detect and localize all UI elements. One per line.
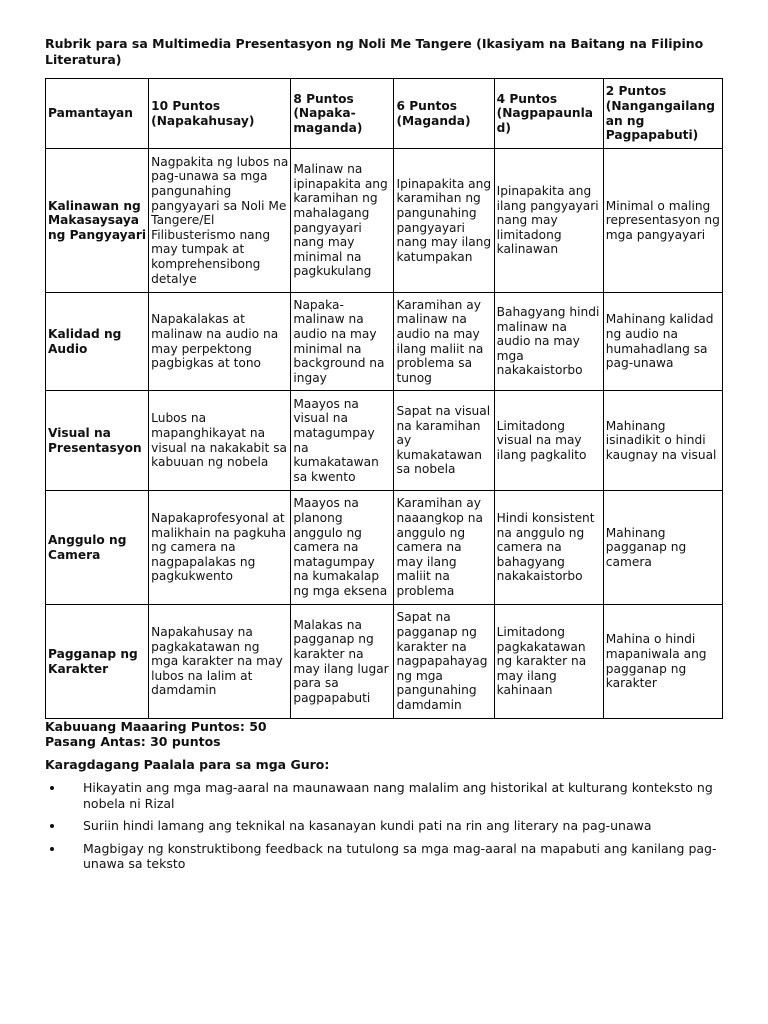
table-cell: Limitadong pagkakatawan ng karakter na may ilang kahinaan: [494, 605, 603, 719]
criterion-cell: Anggulo ng Camera: [46, 491, 149, 605]
table-cell: Mahina o hindi mapaniwala ang pagganap ng karakter: [603, 605, 722, 719]
table-cell: Mahinang kalidad ng audio na humahadlang sa pag-unawa: [603, 293, 722, 391]
criterion-cell: Pagganap ng Karakter: [46, 605, 149, 719]
table-cell: Napakalakas at malinaw na audio na may perpektong pagbigkas at tono: [149, 293, 291, 391]
passing-score: Pasang Antas: 30 puntos: [45, 734, 221, 749]
table-cell: Napakaprofesyonal at malikhain na pagkuha ng camera na nagpapalakas ng pagkukwento: [149, 491, 291, 605]
table-row: [46, 293, 723, 391]
total-points: Kabuuang Maaaring Puntos: 50: [45, 719, 267, 734]
header-8-points: 8 Puntos (Napaka-maganda): [291, 79, 394, 149]
table-cell: Sapat na visual na karamihan ay kumakatawan sa nobela: [394, 391, 494, 491]
table-cell: Mahinang isinadikit o hindi kaugnay na visual: [603, 391, 722, 491]
table-row: [46, 149, 723, 293]
criterion-cell: Kalinawan ng Makasaysayang Pangyayari: [46, 149, 149, 293]
table-cell: Maayos na visual na matagumpay na kumakatawan sa kwento: [291, 391, 394, 491]
table-cell: Lubos na mapanghikayat na visual na nakakabit sa kabuuan ng nobela: [149, 391, 291, 491]
table-row: [46, 605, 723, 719]
notes-title: Karagdagang Paalala para sa mga Guro:: [45, 757, 330, 772]
table-cell: Mahinang pagganap ng camera: [603, 491, 722, 605]
list-item: • Hikayatin ang mga mag-aaral na maunawaan nang malalim ang historikal at kulturang konteksto ng nobela ni Rizal: [65, 780, 725, 811]
table-cell: Nagpakita ng lubos na pag-unawa sa mga pangunahing pangyayari sa Noli Me Tangere/El Filibusterismo nang may tumpak at komprehensibong detalye: [149, 149, 291, 293]
table-cell: Karamihan ay malinaw na audio na may ilang maliit na problema sa tunog: [394, 293, 494, 391]
table-cell: Malinaw na ipinapakita ang karamihan ng mahalagang pangyayari nang may minimal na pagkukulang: [291, 149, 394, 293]
table-cell: Ipinapakita ang ilang pangyayari nang may limitadong kalinawan: [494, 149, 603, 293]
table-cell: Napaka-malinaw na audio na may minimal na background na ingay: [291, 293, 394, 391]
document-title: Rubrik para sa Multimedia Presentasyon ng Noli Me Tangere (Ikasiyam na Baitang na Filipino Literatura): [45, 36, 704, 67]
table-cell: Ipinapakita ang karamihan ng pangunahing pangyayari nang may ilang katumpakan: [394, 149, 494, 293]
table-header-row: [46, 79, 723, 149]
notes-list: [45, 780, 725, 872]
list-item: • Suriin hindi lamang ang teknikal na kasanayan kundi pati na rin ang literary na pag-unawa: [65, 818, 725, 834]
table-cell: Sapat na pagganap ng karakter na nagpapahayag ng mga pangunahing damdamin: [394, 605, 494, 719]
table-cell: Napakahusay na pagkakatawan ng mga karakter na may lubos na lalim at damdamin: [149, 605, 291, 719]
criterion-cell: Kalidad ng Audio: [46, 293, 149, 391]
table-cell: Malakas na pagganap ng karakter na may ilang lugar para sa pagpapabuti: [291, 605, 394, 719]
header-10-points: 10 Puntos (Napakahusay): [149, 79, 291, 149]
criterion-cell: Visual na Presentasyon: [46, 391, 149, 491]
rubric-table: [45, 78, 723, 719]
header-criterion: Pamantayan: [46, 79, 149, 149]
table-cell: Minimal o maling representasyon ng mga pangyayari: [603, 149, 722, 293]
list-item: • Magbigay ng konstruktibong feedback na tutulong sa mga mag-aaral na mapabuti ang kanilang pag-unawa sa teksto: [65, 841, 725, 872]
table-row: [46, 391, 723, 491]
header-2-points: 2 Puntos (Nangangailangan ng Pagpapabuti): [603, 79, 722, 149]
table-cell: Limitadong visual na may ilang pagkalito: [494, 391, 603, 491]
table-cell: Karamihan ay naaangkop na anggulo ng camera na may ilang maliit na problema: [394, 491, 494, 605]
table-cell: Maayos na planong anggulo ng camera na matagumpay na kumakalap ng mga eksena: [291, 491, 394, 605]
header-4-points: 4 Puntos (Nagpapaunlad): [494, 79, 603, 149]
header-6-points: 6 Puntos (Maganda): [394, 79, 494, 149]
table-row: [46, 491, 723, 605]
document-page: [45, 36, 725, 879]
table-cell: Hindi konsistent na anggulo ng camera na bahagyang nakakaistorbo: [494, 491, 603, 605]
table-cell: Bahagyang hindi malinaw na audio na may mga nakakaistorbo: [494, 293, 603, 391]
